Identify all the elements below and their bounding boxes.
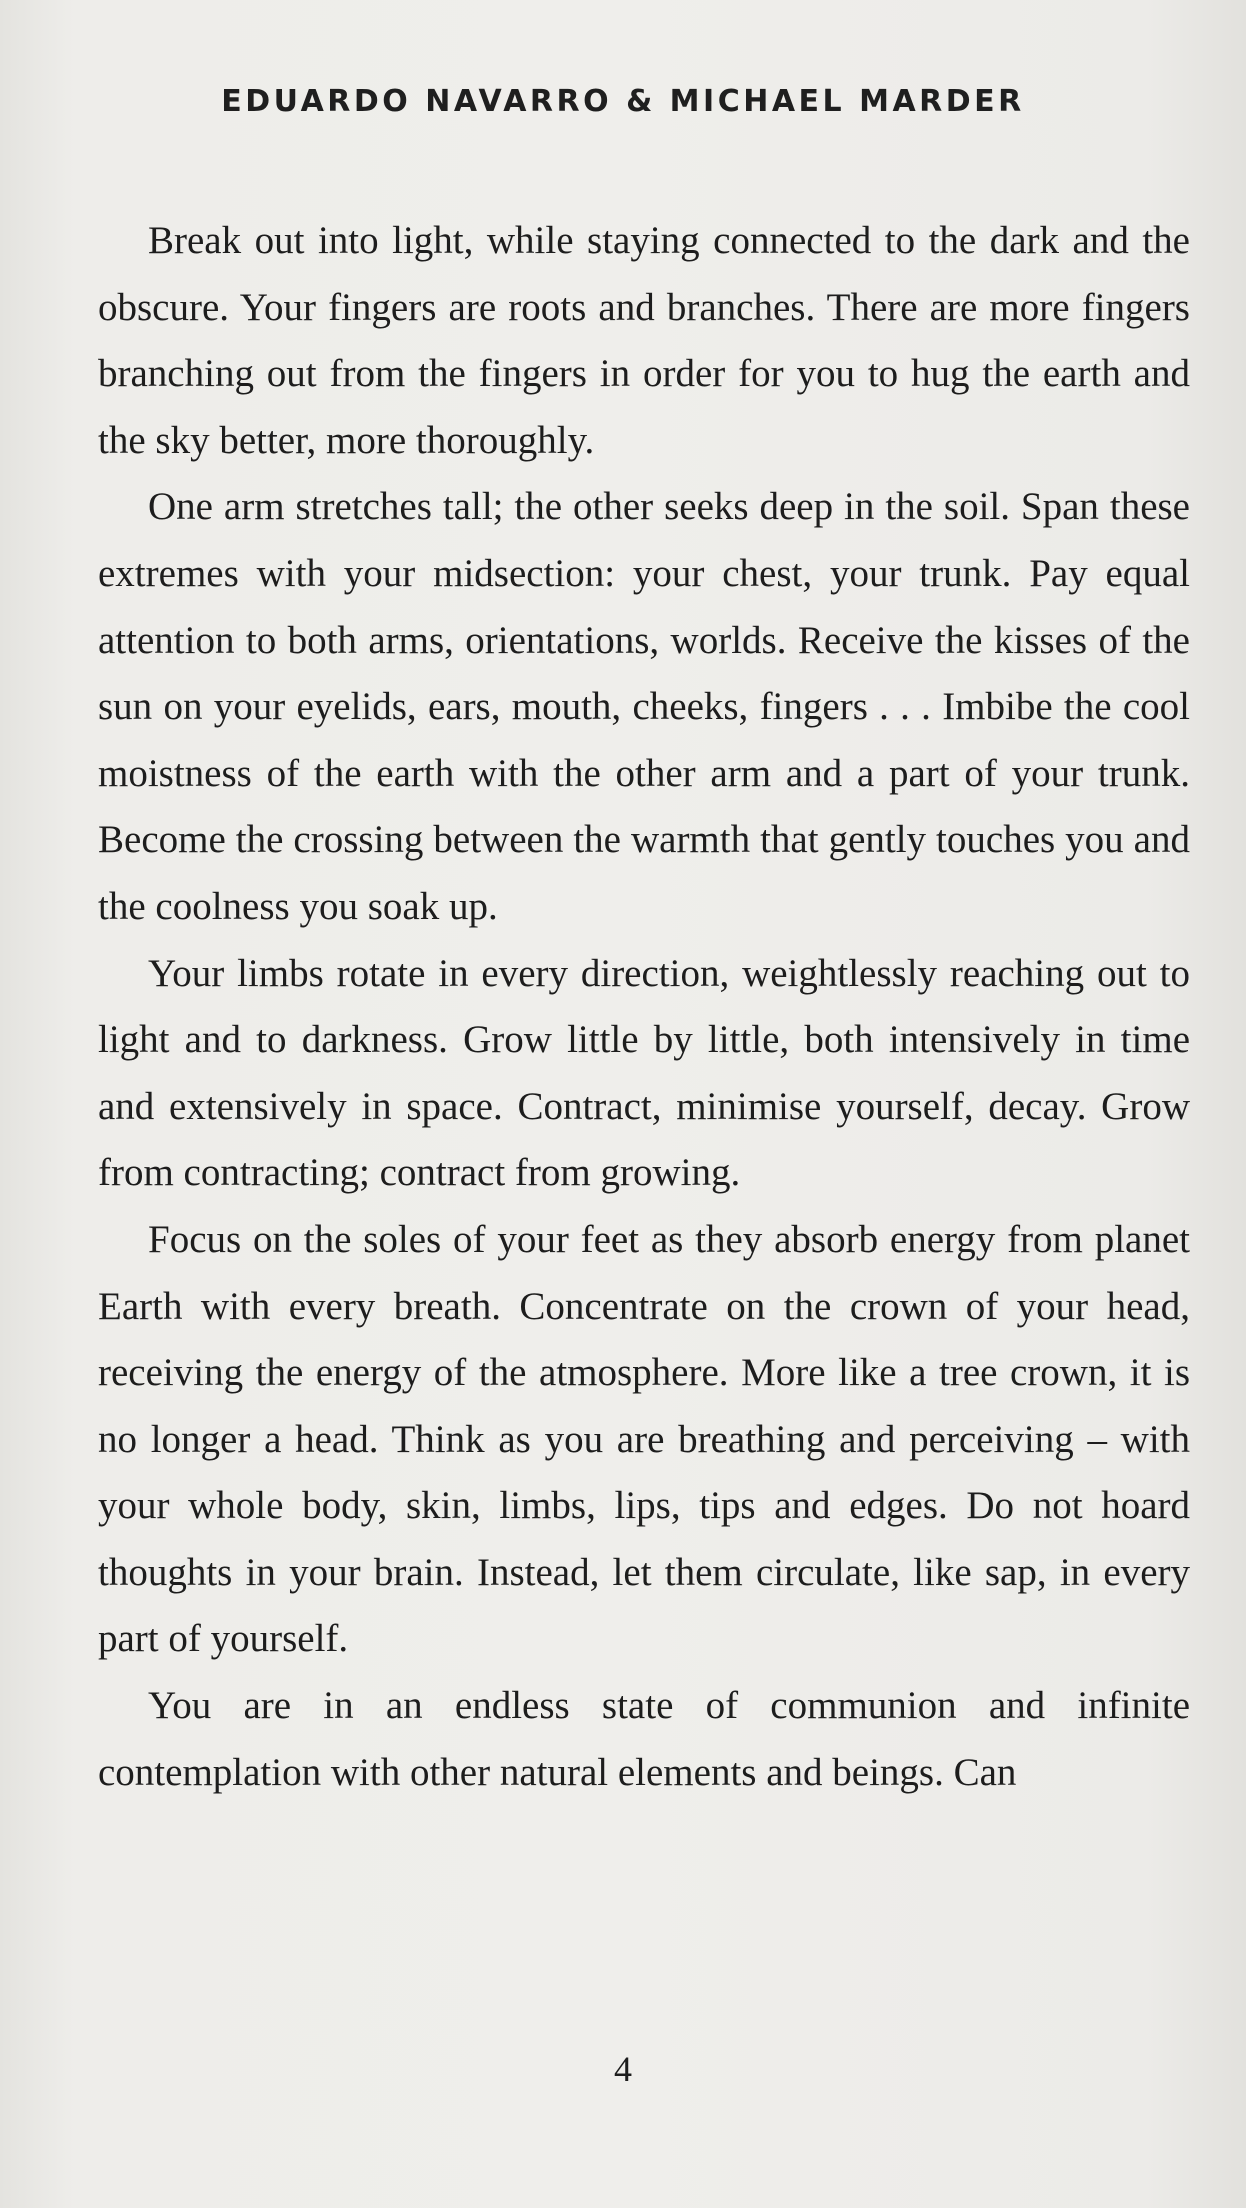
paragraph: Your limbs rotate in every direction, weightlessly reaching out to light and to darkness. Grow little by little, both intensively in time and extensively in space. Contract, minimise yourself, decay. Grow from contracting; contract from growing. [98, 951, 1190, 1195]
body-text [98, 208, 1190, 1806]
paragraph: Focus on the soles of your feet as they absorb energy from planet Earth with every breath. Concentrate on the crown of your head, receiving the energy of the atmosphere. More like a tree crown, it is no longer a head. Think as you are breathing and perceiving – with your whole body, skin, limbs, lips, tips and edges. Do not hoard thoughts in your brain. Instead, let them circulate, like sap, in every part of yourself. [98, 1217, 1190, 1661]
page-number: 4 [614, 2049, 632, 2089]
paragraph: One arm stretches tall; the other seeks deep in the soil. Span these extremes with your midsection: your chest, your trunk. Pay equal attention to both arms, orientations, worlds. Receive the kisses of the sun on your eyelids, ears, mouth, cheeks, fingers . . . Imbibe the cool moistness of the earth with the other arm and a part of your trunk. Become the crossing between the warmth that gently touches you and the coolness you soak up. [98, 485, 1190, 928]
paragraph: You are in an endless state of communion and infinite contemplation with other natural elements and beings. Can [98, 1684, 1190, 1794]
paragraph: Break out into light, while staying connected to the dark and the obscure. Your fingers are roots and branches. There are more fingers branching out from the fingers in order for you to hug the earth and the sky better, more thoroughly. [98, 219, 1190, 462]
running-head: EDUARDO NAVARRO & MICHAEL MARDER [221, 84, 1025, 119]
